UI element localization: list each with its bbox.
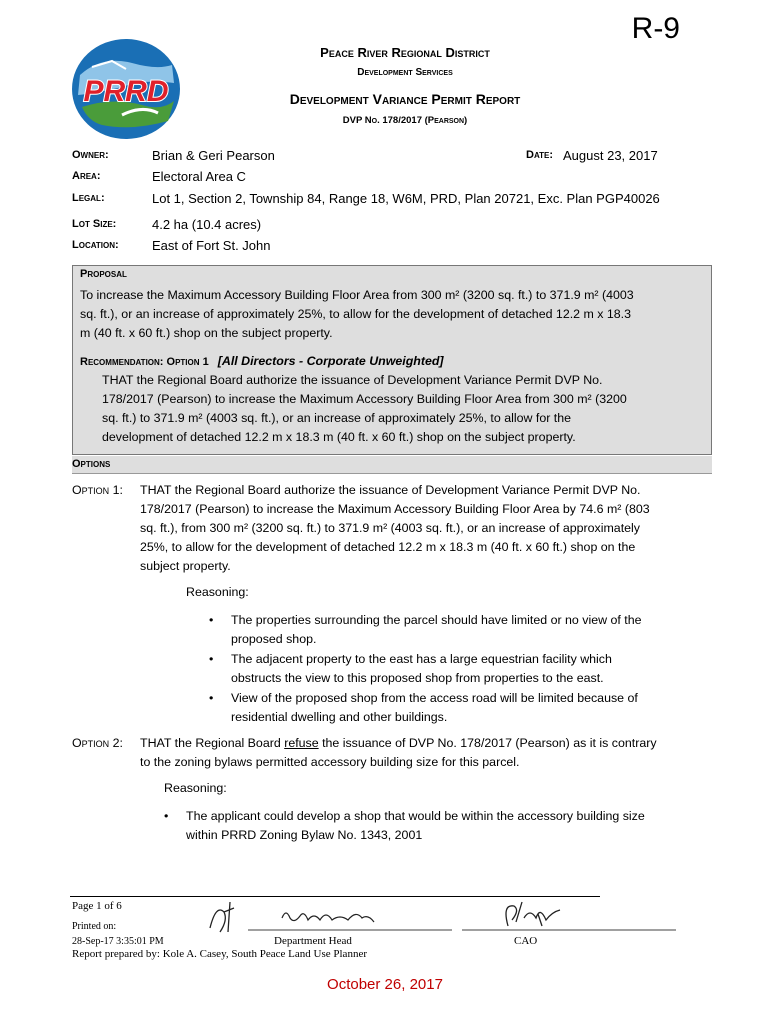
option1-reasoning-label: Reasoning: <box>186 585 249 599</box>
option1-reasons <box>209 611 642 727</box>
option2-text <box>140 734 657 772</box>
department-head-label: Department Head <box>274 935 352 947</box>
list-item: • The properties surrounding the parcel should have limited or no view of the proposed shop. <box>231 611 642 649</box>
department-name: Development Services <box>357 67 453 78</box>
option1-label: Option 1: <box>72 483 123 497</box>
printed-date: 28-Sep-17 3:35:01 PM <box>72 936 164 947</box>
recommendation-line: sq. ft.) to 371.9 m² (4003 sq. ft.), or an increase of approximately 25%, to allow for the <box>102 411 572 425</box>
area-value: Electoral Area C <box>152 169 246 184</box>
proposal-text <box>80 286 634 343</box>
area-label: Area: <box>72 170 101 182</box>
recommendation-line: development of detached 12.2 m x 18.3 m (40 ft. x 60 ft.) shop on the subject property. <box>102 430 576 444</box>
prepared-by: Report prepared by: Kole A. Casey, South Peace Land Use Planner <box>72 948 367 960</box>
recommendation-text <box>102 371 627 447</box>
page-number: Page 1 of 6 <box>72 900 122 912</box>
owner-label: Owner: <box>72 149 109 161</box>
footer-divider <box>70 896 600 897</box>
lot-size-label: Lot Size: <box>72 218 117 230</box>
date-label: Date: <box>526 149 554 161</box>
option2-line: to the zoning bylaws permitted accessory building size for this parcel. <box>140 755 520 769</box>
options-heading: Options <box>72 458 111 470</box>
option2-reasons <box>164 807 645 845</box>
options-heading-bar <box>72 456 712 474</box>
recommendation-note: [All Directors - Corporate Unweighted] <box>217 354 444 368</box>
reason-line: within PRRD Zoning Bylaw No. 1343, 2001 <box>186 828 423 842</box>
option1-line: sq. ft.), from 300 m² (3200 sq. ft.) to 371.9 m² (4003 sq. ft.), or an increase of approximately <box>140 521 640 535</box>
option2-refuse: refuse <box>284 736 319 750</box>
recommendation-line: THAT the Regional Board authorize the issuance of Development Variance Permit DVP No. <box>102 373 603 387</box>
reason-line: The applicant could develop a shop that would be within the accessory building size <box>186 809 645 823</box>
option2-label: Option 2: <box>72 736 123 750</box>
reason-line: obstructs the view to this proposed shop from properties to the east. <box>231 671 604 685</box>
reason-line: The properties surrounding the parcel should have limited or no view of the <box>231 613 642 627</box>
proposal-line: sq. ft.), or an increase of approximately 25%, to allow for the development of detached 12.2 m x 18.3 <box>80 307 632 321</box>
page-label: R-9 <box>631 12 680 45</box>
option1-line: subject property. <box>140 559 231 573</box>
location-label: Location: <box>72 239 119 251</box>
option1-text <box>140 481 650 576</box>
legal-value: Lot 1, Section 2, Township 84, Range 18, W6M, PRD, Plan 20721, Exc. Plan PGP40026 <box>152 191 660 206</box>
option1-line: 178/2017 (Pearson) to increase the Maximum Accessory Building Floor Area by 74.6 m² (803 <box>140 502 650 516</box>
list-item: • The adjacent property to the east has a large equestrian facility which obstructs the view to this proposed shop from properties to the east. <box>231 650 642 688</box>
reason-line: residential dwelling and other buildings. <box>231 710 448 724</box>
option2-text-a: THAT the Regional Board <box>140 736 285 750</box>
meeting-date: October 26, 2017 <box>327 976 443 993</box>
option2-line <box>140 734 657 753</box>
printed-on-label: Printed on: <box>72 921 117 932</box>
reason-line: View of the proposed shop from the access road will be limited because of <box>231 691 638 705</box>
recommendation-label: Recommendation: Option 1 <box>80 356 209 368</box>
recommendation-line: 178/2017 (Pearson) to increase the Maximum Accessory Building Floor Area from 300 m² (3200 <box>102 392 627 406</box>
logo-text: PRRD <box>83 75 169 108</box>
reason-line: proposed shop. <box>231 632 317 646</box>
reason-line: The adjacent property to the east has a large equestrian facility which <box>231 652 612 666</box>
option2-text-b: the issuance of DVP No. 178/2017 (Pearson) as it is contrary <box>318 736 657 750</box>
owner-value: Brian & Geri Pearson <box>152 148 275 163</box>
proposal-line: To increase the Maximum Accessory Building Floor Area from 300 m² (3200 sq. ft.) to 371.9 m² (4003 <box>80 288 634 302</box>
date-value: August 23, 2017 <box>563 148 658 163</box>
signatures <box>190 898 690 938</box>
cao-label: CAO <box>514 935 538 947</box>
option1-line: THAT the Regional Board authorize the issuance of Development Variance Permit DVP No. <box>140 483 641 497</box>
list-item: • The applicant could develop a shop that would be within the accessory building size within PRRD Zoning Bylaw No. 1343, 2001 <box>186 807 645 845</box>
report-title: Development Variance Permit Report <box>289 91 521 107</box>
location-value: East of Fort St. John <box>152 238 271 253</box>
proposal-heading: Proposal <box>80 268 127 280</box>
list-item: • View of the proposed shop from the access road will be limited because of residential dwelling and other buildings. <box>231 689 642 727</box>
option1-line: 25%, to allow for the development of detached 12.2 m x 18.3 m (40 ft. x 60 ft.) shop on the <box>140 540 636 554</box>
legal-label: Legal: <box>72 192 105 204</box>
option2-reasoning-label: Reasoning: <box>164 781 227 795</box>
proposal-line: m (40 ft. x 60 ft.) shop on the subject property. <box>80 326 333 340</box>
organization-name: Peace River Regional District <box>320 45 490 60</box>
lot-size-value: 4.2 ha (10.4 acres) <box>152 217 262 232</box>
permit-reference: DVP No. 178/2017 (Pearson) <box>342 115 468 126</box>
recommendation-heading <box>80 354 444 368</box>
